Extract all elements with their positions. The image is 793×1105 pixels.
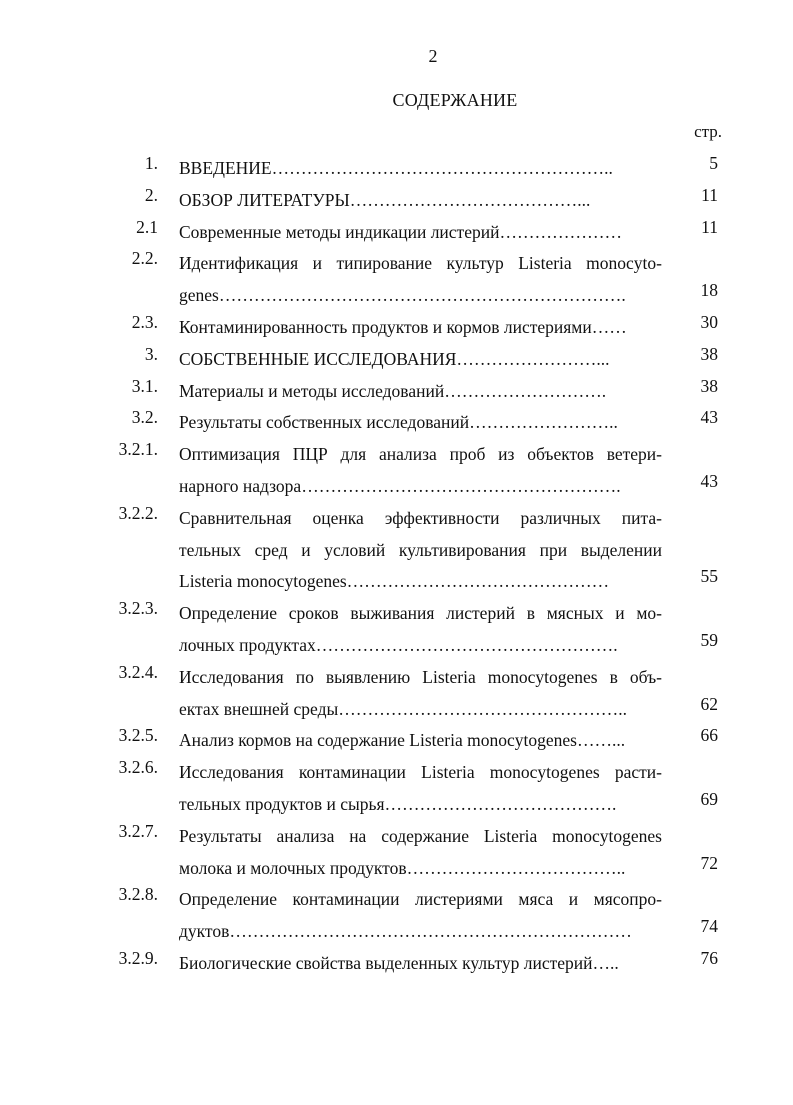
toc-entry — [0, 439, 793, 503]
toc-entry-page: 38 — [700, 343, 718, 364]
toc-entry-number: 2.3. — [131, 312, 158, 332]
toc-entry — [0, 884, 793, 948]
toc-entry — [0, 662, 793, 726]
toc-entry-page: 69 — [700, 788, 718, 809]
toc-entry — [0, 185, 793, 217]
toc-entry-title — [179, 757, 662, 821]
toc-entry-number: 3.2.8. — [118, 884, 158, 905]
toc-entry-page: 18 — [700, 280, 718, 301]
toc-entry — [0, 821, 793, 885]
toc-entry-title — [179, 344, 662, 376]
toc-entry — [0, 757, 793, 821]
toc-entry-title — [179, 376, 662, 408]
toc-entry-title-line: СОБСТВЕННЫЕ ИССЛЕДОВАНИЯ……………………... — [179, 348, 610, 369]
toc-entry-title — [179, 248, 662, 312]
toc-entry-title-line: genes……………………………………………………………. — [179, 285, 626, 306]
toc-entry — [0, 312, 793, 344]
toc-entry-page: 72 — [700, 852, 718, 873]
toc-entry — [0, 217, 793, 249]
toc-entry-title-line: тельных сред и условий культивирования при выделении — [179, 539, 662, 560]
toc-entry-page: 76 — [700, 948, 718, 968]
toc-entry-number: 3.2.6. — [118, 757, 158, 778]
toc-entry-number: 3.2.9. — [118, 948, 158, 968]
toc-entry-title-line: Результаты собственных исследований…………………….. — [179, 412, 618, 433]
toc-entry-page: 59 — [700, 629, 718, 650]
toc-entry-page: 55 — [700, 566, 718, 587]
toc-entry-page: 30 — [700, 312, 718, 332]
toc-entry-title-line: Оптимизация ПЦР для анализа проб из объектов ветери- — [179, 444, 662, 465]
toc-entry-title — [179, 407, 662, 439]
toc-entry — [0, 407, 793, 439]
toc-entry-title — [179, 217, 662, 249]
toc-entry — [0, 598, 793, 662]
toc-entry-number: 2. — [144, 184, 158, 205]
toc-entry — [0, 376, 793, 408]
page-column-header: стр. — [694, 122, 722, 141]
toc-entry-number: 2.1 — [136, 216, 158, 237]
toc-entry-title-line: Современные методы индикации листерий………………… — [179, 221, 622, 242]
toc-entry-title-line: Идентификация и типирование культур Listeria monocyto- — [179, 253, 662, 274]
toc-entry-title — [179, 598, 662, 662]
toc-entry-title-line: Listeria monocytogenes……………………………………… — [179, 571, 610, 592]
toc-entry-page: 62 — [700, 693, 718, 714]
toc-entry-title-line: дуктов…………………………………………………………… — [179, 921, 632, 942]
toc-entry — [0, 153, 793, 185]
toc-entry-number: 3.2.4. — [118, 661, 158, 682]
toc-entry-number: 3.2.1. — [118, 439, 158, 460]
toc-entry-title — [179, 312, 662, 344]
toc-entry-page: 66 — [700, 725, 718, 746]
toc-entry — [0, 725, 793, 757]
toc-entry — [0, 503, 793, 598]
toc-entry-title-line: Исследования по выявлению Listeria monocytogenes в объ- — [179, 666, 662, 687]
toc-entry-title-line: Исследования контаминации Listeria monocytogenes расти- — [179, 762, 662, 783]
toc-title: СОДЕРЖАНИЕ — [392, 90, 518, 110]
toc-entry-title-line: ОБЗОР ЛИТЕРАТУРЫ…………………………………... — [179, 189, 591, 210]
toc-entry-title — [179, 153, 662, 185]
toc-entry-number: 3.1. — [131, 375, 158, 396]
toc-entry-title — [179, 884, 662, 948]
toc-entry-number: 3.2. — [131, 407, 158, 428]
toc-entry-title-line: ектах внешней среды………………………………………….. — [179, 698, 628, 719]
toc-entry-page: 43 — [700, 470, 718, 491]
toc-entry-title-line: Сравнительная оценка эффективности различных пита- — [179, 507, 662, 528]
toc-entry-page: 11 — [701, 216, 718, 237]
toc-entry-title-line: тельных продуктов и сырья…………………………………. — [179, 793, 617, 814]
toc-entry-number: 3. — [144, 343, 158, 364]
toc-entry-page: 43 — [700, 407, 718, 428]
toc-entry-title-line: Биологические свойства выделенных культур листерий….. — [179, 953, 619, 973]
toc-entry-title — [179, 725, 662, 757]
toc-entry-title — [179, 821, 662, 885]
toc-entry-page: 11 — [701, 184, 718, 205]
toc-entry-page: 38 — [700, 375, 718, 396]
toc-entry-number: 3.2.2. — [118, 502, 158, 523]
toc-entry-number: 3.2.5. — [118, 725, 158, 746]
toc-entry-title — [179, 662, 662, 726]
toc-entry-title — [179, 185, 662, 217]
toc-entry-title — [179, 439, 662, 503]
toc-entry-title-line: Контаминированность продуктов и кормов листериями…… — [179, 317, 627, 337]
toc-entry-number: 3.2.7. — [118, 820, 158, 841]
toc-entry-page: 74 — [700, 916, 718, 937]
toc-entry-title-line: нарного надзора………………………………………………. — [179, 475, 621, 496]
toc-entry — [0, 248, 793, 312]
toc-entry — [0, 948, 793, 980]
toc-entry-title — [179, 948, 662, 980]
toc-entry-title-line: Материалы и методы исследований………………………. — [179, 380, 607, 401]
toc-entry-title-line: Результаты анализа на содержание Listeria monocytogenes — [179, 825, 662, 846]
toc-entry-number: 1. — [144, 153, 158, 173]
toc-entry-title-line: молока и молочных продуктов……………………………….. — [179, 857, 626, 878]
toc-entry-title-line: ВВЕДЕНИЕ………………………………………………….. — [179, 158, 613, 178]
toc-entry-title-line: Определение сроков выживания листерий в мясных и мо- — [179, 603, 662, 624]
toc-entry-title-line: Определение контаминации листериями мяса и мясопро- — [179, 889, 662, 910]
toc-entry-number: 3.2.3. — [118, 598, 158, 619]
toc-entry-title-line: лочных продуктах……………………………………………. — [179, 634, 618, 655]
toc-entry-title-line: Анализ кормов на содержание Listeria monocytogenes……... — [179, 730, 626, 751]
toc-entry-number: 2.2. — [131, 248, 158, 269]
toc-entry-title — [179, 503, 662, 598]
toc-entry-page: 5 — [709, 153, 718, 173]
page-number: 2 — [428, 46, 438, 66]
toc-entry — [0, 344, 793, 376]
